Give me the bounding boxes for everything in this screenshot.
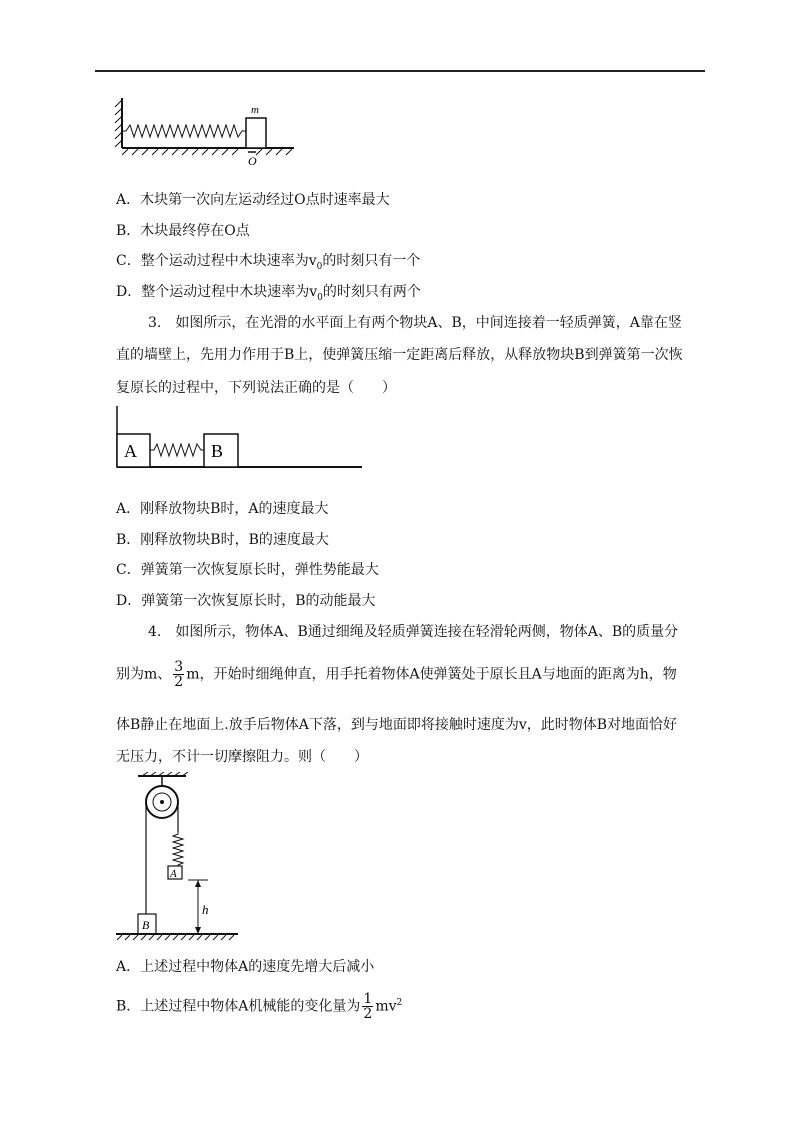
q4-option-b-post: mv bbox=[375, 998, 397, 1015]
block-a-label: A bbox=[124, 441, 137, 461]
point-o-label: O bbox=[248, 154, 257, 168]
q2-option-c-sub: 0 bbox=[316, 261, 323, 272]
q3-stem-line2: 直的墙壁上，先用力作用于B上，使弹簧压缩一定距离后释放，从释放物块B到弹簧第一次恢 bbox=[116, 347, 683, 363]
q4-stem-line1: 4. 如图所示，物体A、B通过细绳及轻质弹簧连接在轻滑轮两侧，物体A、B的质量分 bbox=[148, 624, 679, 640]
two-block-spring-figure bbox=[112, 404, 368, 474]
q2-option-c-pre: C．整个运动过程中木块速率为v bbox=[116, 253, 317, 269]
fraction-three-halves bbox=[173, 660, 184, 689]
block-a-label: A bbox=[170, 868, 177, 880]
spring-block-figure bbox=[112, 94, 302, 170]
q2-option-c bbox=[116, 252, 420, 276]
q2-option-d-pre: D．整个运动过程中木块速率为v bbox=[116, 284, 318, 300]
q3-option-a: A．刚释放物块B时，A的速度最大 bbox=[116, 501, 329, 517]
pulley-figure bbox=[112, 772, 242, 942]
frac-numerator: 1 bbox=[363, 991, 373, 1007]
mass-label: m bbox=[251, 104, 259, 116]
spring bbox=[173, 832, 183, 866]
block-b-label: B bbox=[142, 918, 150, 932]
q4-option-a: A．上述过程中物体A的速度先增大后减小 bbox=[116, 959, 375, 975]
spring bbox=[122, 125, 246, 137]
q4-line2-pre: 别为m、 bbox=[116, 666, 172, 683]
q4-stem-line2 bbox=[116, 660, 677, 689]
q4-option-b-pre: B．上述过程中物体A机械能的变化量为 bbox=[116, 998, 361, 1015]
q4-stem-line4: 无压力，不计一切摩擦阻力。则（ ） bbox=[116, 749, 368, 765]
q3-stem-line3: 复原长的过程中，下列说法正确的是（ ） bbox=[116, 380, 396, 396]
q4-line2-post: m，开始时细绳伸直，用手托着物体A使弹簧处于原长且A与地面的距离为h，物 bbox=[186, 666, 677, 683]
block-b-label: B bbox=[211, 441, 224, 461]
q4-stem-line3: 体B静止在地面上.放手后物体A下落，到与地面即将接触时速度为v，此时物体B对地面恰好 bbox=[116, 717, 678, 733]
q2-option-c-post: 的时刻只有一个 bbox=[322, 253, 421, 269]
q4-option-b bbox=[116, 992, 402, 1021]
height-label: h bbox=[202, 902, 209, 917]
q4-option-b-sup: 2 bbox=[396, 997, 403, 1008]
q3-option-b: B．刚释放物块B时，B的速度最大 bbox=[116, 532, 329, 548]
q2-option-b: B．木块最终停在O点 bbox=[116, 223, 250, 239]
q3-stem-line1: 3. 如图所示，在光滑的水平面上有两个物块A、B，中间连接着一轻质弹簧，A靠在竖 bbox=[148, 315, 682, 331]
spring bbox=[150, 444, 204, 456]
q2-option-a: A．木块第一次向左运动经过O点时速率最大 bbox=[116, 192, 390, 208]
q3-option-d: D．弹簧第一次恢复原长时，B的动能最大 bbox=[116, 593, 376, 609]
q3-option-c: C．弹簧第一次恢复原长时，弹性势能最大 bbox=[116, 562, 379, 578]
frac-numerator: 3 bbox=[174, 659, 184, 675]
frac-denominator: 2 bbox=[174, 674, 184, 690]
block bbox=[246, 118, 266, 148]
q2-option-d-post: 的时刻只有两个 bbox=[322, 284, 421, 300]
frac-denominator: 2 bbox=[363, 1006, 373, 1022]
q2-option-d bbox=[116, 283, 421, 307]
header-rule bbox=[95, 70, 705, 72]
fraction-one-half bbox=[362, 992, 373, 1021]
q2-option-d-sub: 0 bbox=[317, 292, 323, 303]
